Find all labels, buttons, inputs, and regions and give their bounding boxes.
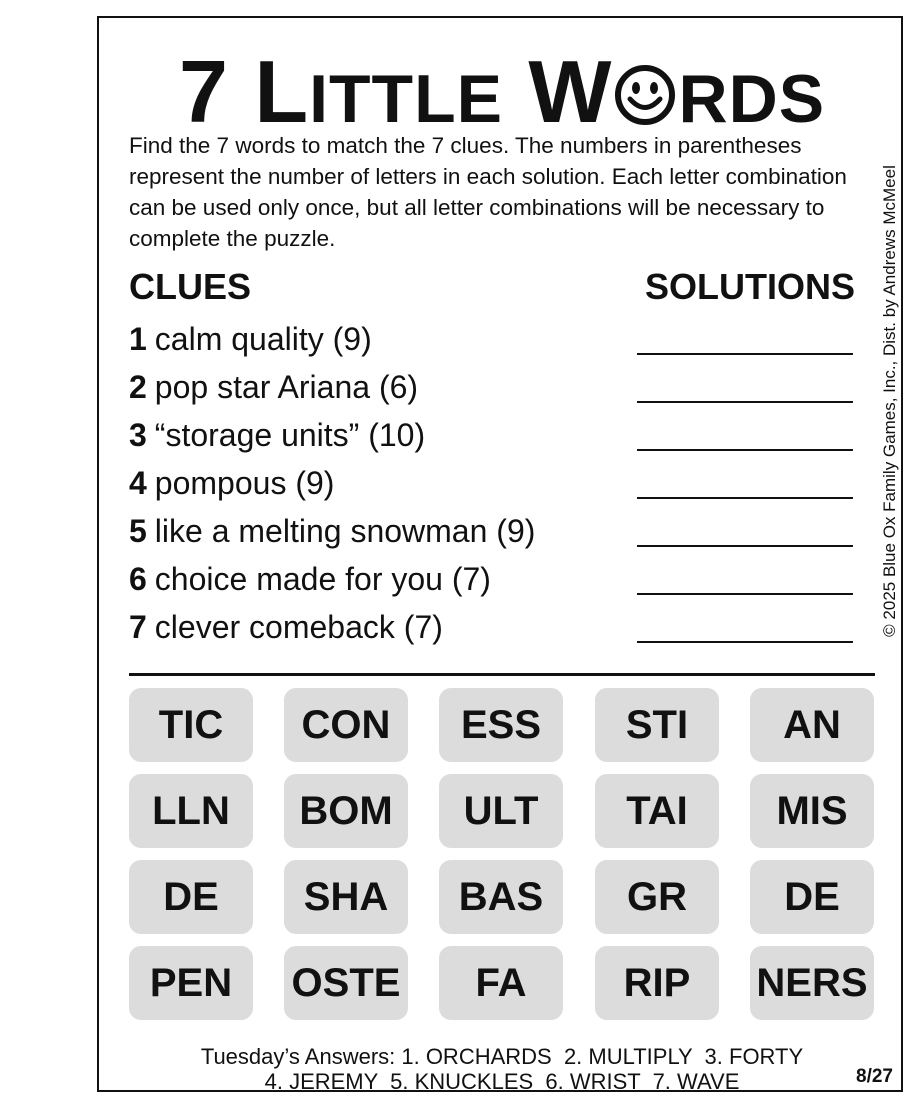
puzzle-title xyxy=(99,42,905,141)
clue-4: 4 pompous (9) xyxy=(129,465,335,501)
letter-tile[interactable]: OSTE xyxy=(284,946,408,1020)
clues-header: CLUES xyxy=(129,266,252,307)
letter-tile[interactable]: TIC xyxy=(129,688,253,762)
section-divider xyxy=(129,673,875,676)
clue-2: 2 pop star Ariana (6) xyxy=(129,369,419,405)
letter-tile[interactable]: SHA xyxy=(284,860,408,934)
puzzle-panel xyxy=(97,16,903,1092)
puzzle-date: 8/27 xyxy=(856,1066,893,1087)
letter-tile[interactable]: NERS xyxy=(750,946,874,1020)
letter-tile[interactable]: BAS xyxy=(439,860,563,934)
letter-tile[interactable]: BOM xyxy=(284,774,408,848)
previous-answers xyxy=(99,1044,905,1094)
title-word-words: W RDS xyxy=(528,42,826,141)
letter-tile[interactable]: STI xyxy=(595,688,719,762)
letter-tile[interactable]: GR xyxy=(595,860,719,934)
solution-line-7[interactable] xyxy=(637,641,853,643)
letter-tile[interactable]: RIP xyxy=(595,946,719,1020)
letter-tile[interactable]: AN xyxy=(750,688,874,762)
previous-answers-line-1: Tuesday’s Answers: 1. ORCHARDS 2. MULTIPLY 3. FORTY xyxy=(200,1044,804,1069)
letter-tile[interactable]: LLN xyxy=(129,774,253,848)
clue-7: 7 clever comeback (7) xyxy=(129,609,443,645)
solutions-header: SOLUTIONS xyxy=(644,266,855,307)
solution-line-2[interactable] xyxy=(637,401,853,403)
smiley-face-icon xyxy=(614,52,676,114)
solution-line-1[interactable] xyxy=(637,353,853,355)
solution-line-5[interactable] xyxy=(637,545,853,547)
letter-tile[interactable]: ESS xyxy=(439,688,563,762)
clue-5: 5 like a melting snowman (9) xyxy=(129,513,536,549)
letter-tile[interactable]: DE xyxy=(750,860,874,934)
title-digit: 7 xyxy=(178,42,229,141)
clue-1: 1 calm quality (9) xyxy=(129,321,372,357)
previous-answers-line-2: 4. JEREMY 5. KNUCKLES 6. WRIST 7. WAVE xyxy=(264,1069,740,1094)
letter-tile[interactable]: MIS xyxy=(750,774,874,848)
letter-tile[interactable]: FA xyxy=(439,946,563,1020)
letter-tile[interactable]: TAI xyxy=(595,774,719,848)
letter-tile[interactable]: PEN xyxy=(129,946,253,1020)
clue-6: 6 choice made for you (7) xyxy=(129,561,491,597)
letter-tile[interactable]: CON xyxy=(284,688,408,762)
solution-line-6[interactable] xyxy=(637,593,853,595)
solution-line-3[interactable] xyxy=(637,449,853,451)
title-word-little: LITTLE xyxy=(254,42,503,141)
solution-line-4[interactable] xyxy=(637,497,853,499)
instructions-text: Find the 7 words to match the 7 clues. The numbers in parentheses represent the number of letters in each solution. Each letter combination can be used only once, but all letter combinations will be necessary to complete the puzzle. xyxy=(129,133,847,251)
letter-tile[interactable]: ULT xyxy=(439,774,563,848)
letter-tile[interactable]: DE xyxy=(129,860,253,934)
clue-3: 3 “storage units” (10) xyxy=(129,417,426,453)
copyright-credit: © 2025 Blue Ox Family Games, Inc., Dist. by Andrews McMeel xyxy=(880,164,899,637)
